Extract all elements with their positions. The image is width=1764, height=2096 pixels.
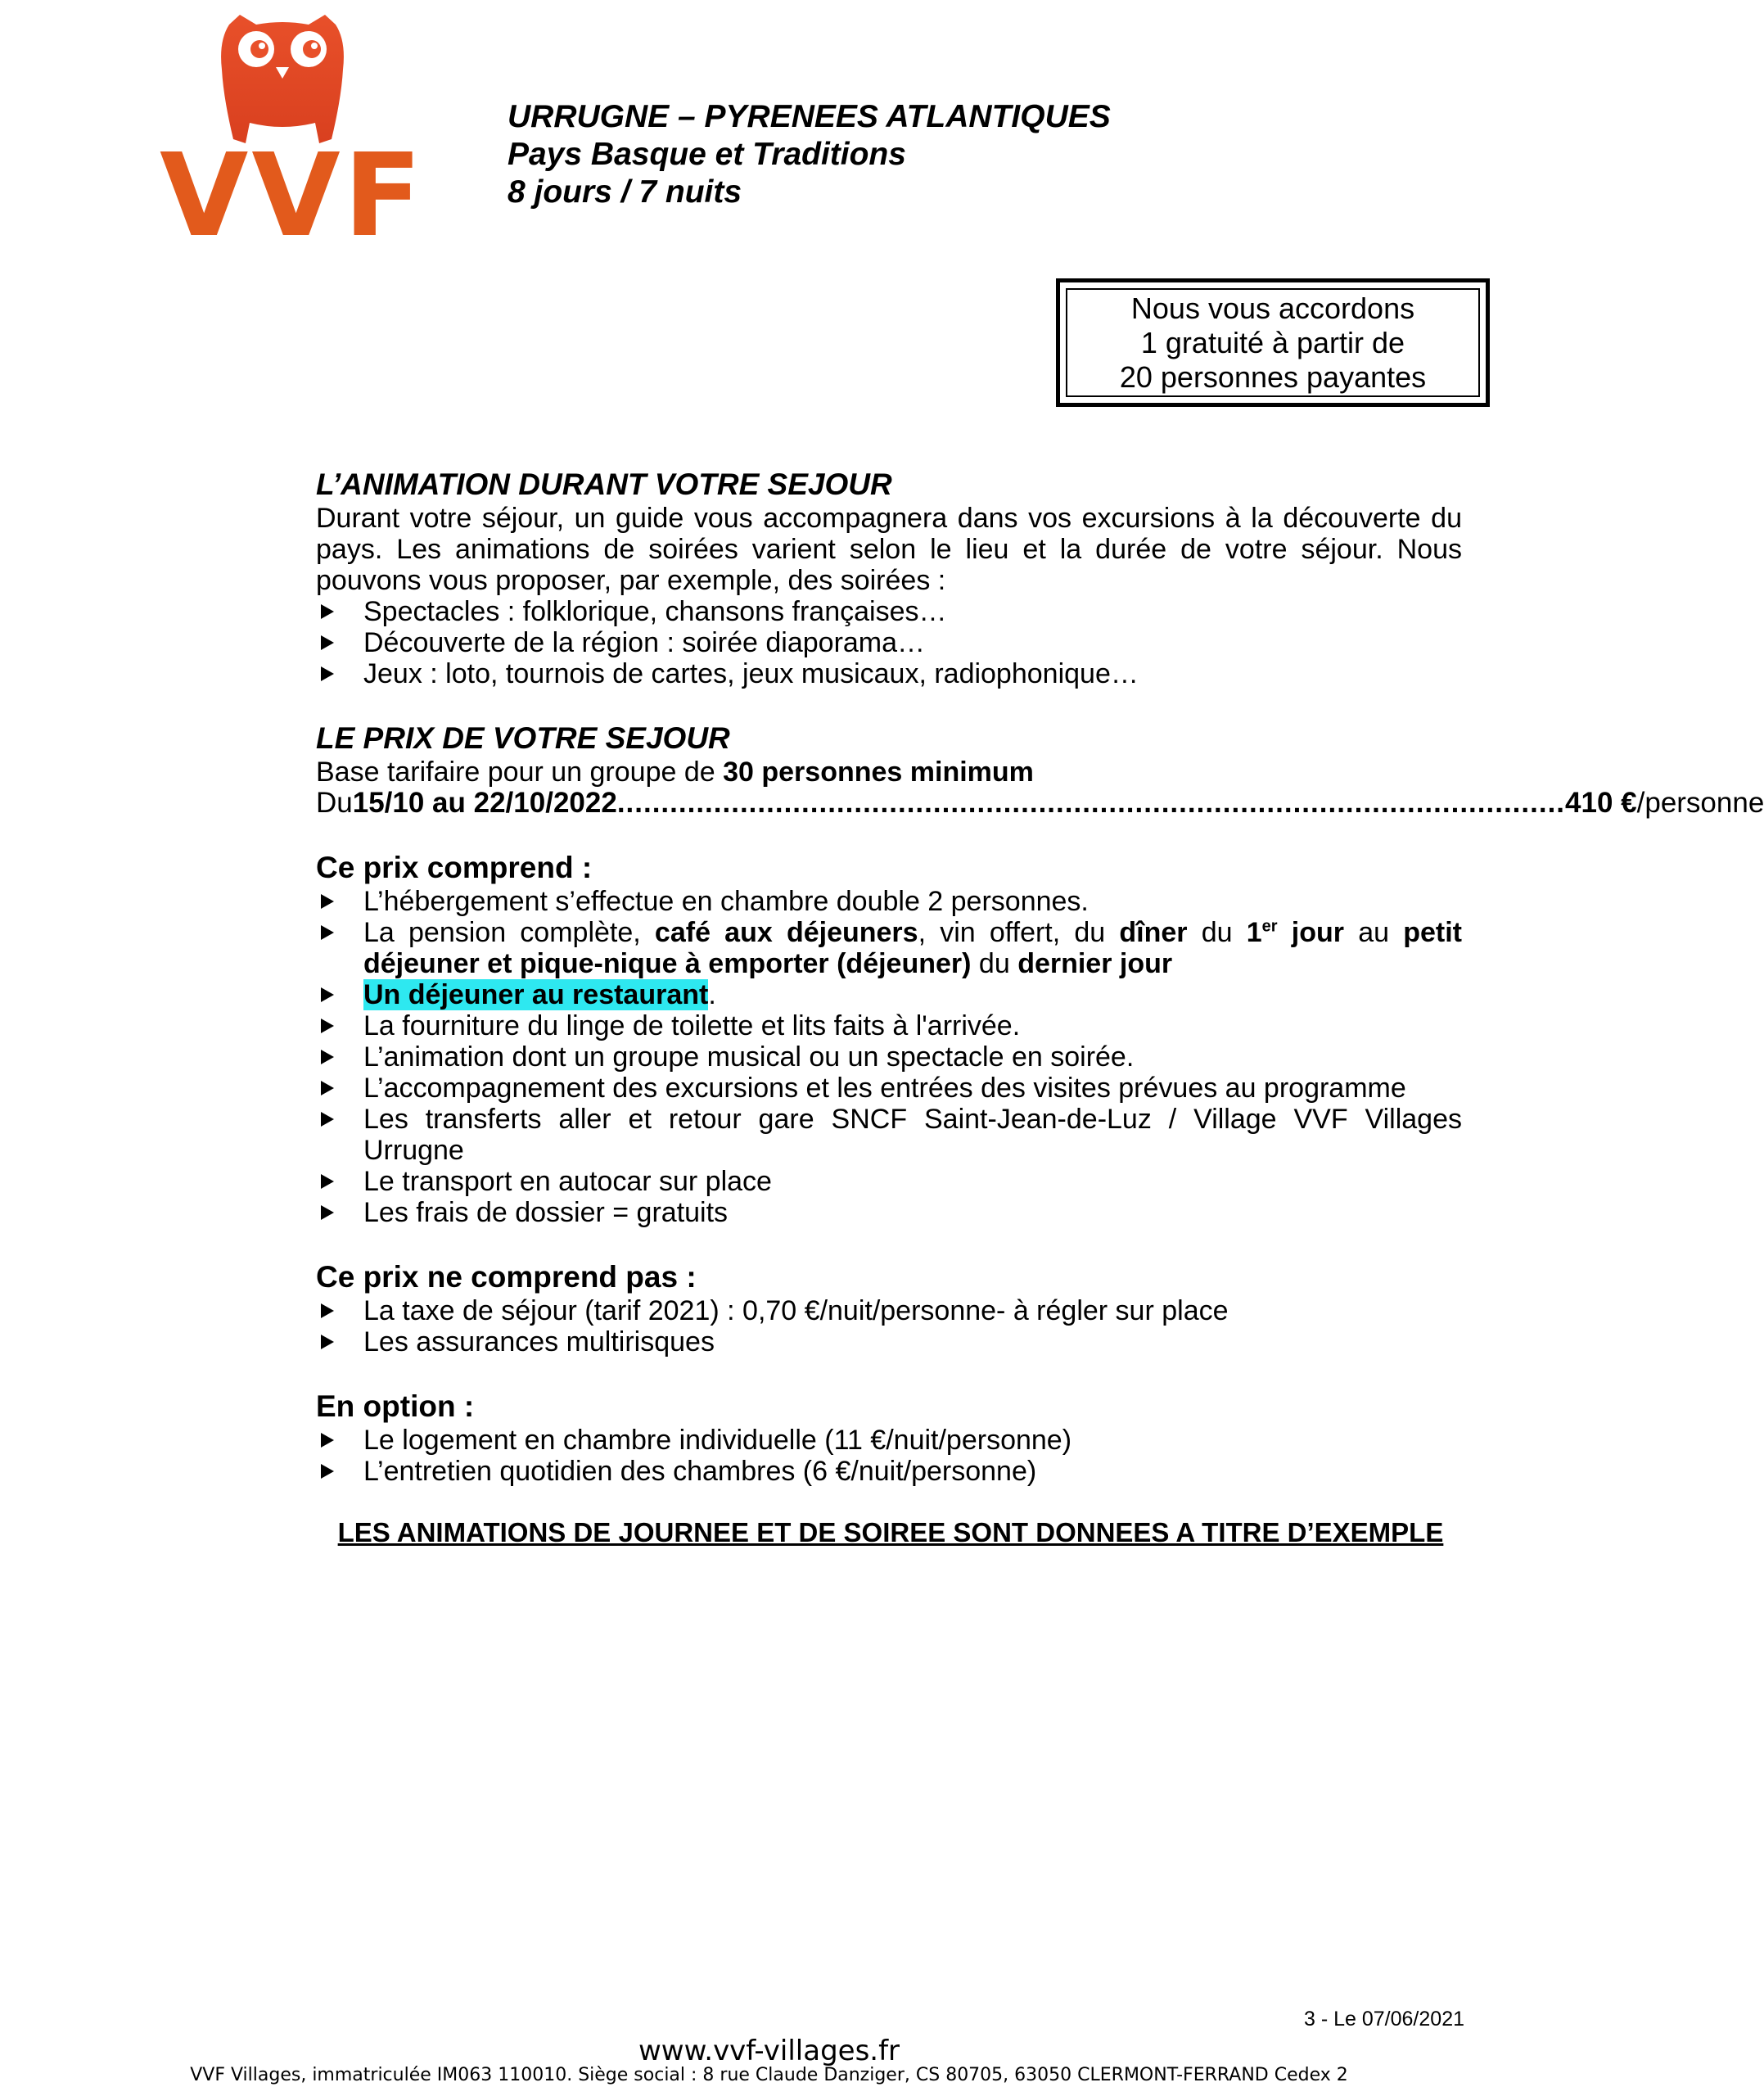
list-item: Spectacles : folklorique, chansons françaises… xyxy=(316,596,1462,627)
list-item: Un déjeuner au restaurant. xyxy=(316,979,1462,1010)
includes-list xyxy=(316,886,1462,1228)
list-item: L’entretien quotidien des chambres (6 €/nuit/personne) xyxy=(316,1456,1462,1487)
vvf-logo xyxy=(160,8,426,263)
document-header xyxy=(508,98,1111,211)
triangle-bullet-icon xyxy=(321,1205,334,1220)
owl-logo-icon xyxy=(160,8,405,147)
list-item: Les transferts aller et retour gare SNCF Saint-Jean-de-Luz / Village VVF Villages Urrugne xyxy=(316,1104,1462,1166)
main-content xyxy=(316,467,1764,1487)
website-link[interactable]: www.vvf-villages.fr xyxy=(638,2035,900,2067)
triangle-bullet-icon xyxy=(321,1174,334,1189)
logo-text: VVF xyxy=(160,129,426,263)
list-item: Le transport en autocar sur place xyxy=(316,1166,1462,1197)
triangle-bullet-icon xyxy=(321,1303,334,1318)
list-item: Les frais de dossier = gratuits xyxy=(316,1197,1462,1228)
list-item: L’accompagnement des excursions et les entrées des visites prévues au programme xyxy=(316,1073,1462,1104)
offer-line-2: 1 gratuité à partir de xyxy=(1140,325,1405,359)
triangle-bullet-icon xyxy=(321,894,334,909)
animation-list xyxy=(316,596,1462,689)
animations-disclaimer: LES ANIMATIONS DE JOURNEE ET DE SOIREE SONT DONNEES A TITRE D’EXEMPLE xyxy=(337,1517,1444,1547)
excludes-title: Ce prix ne comprend pas : xyxy=(316,1260,697,1294)
trip-duration: 8 jours / 7 nuits xyxy=(508,174,742,210)
price-period: 15/10 au 22/10/2022 xyxy=(352,787,617,819)
list-item: L’hébergement s’effectue en chambre double 2 personnes. xyxy=(316,886,1462,917)
animation-section-title: L’ANIMATION DURANT VOTRE SEJOUR xyxy=(316,468,892,501)
triangle-bullet-icon xyxy=(321,987,334,1002)
triangle-bullet-icon xyxy=(321,1019,334,1033)
options-title: En option : xyxy=(316,1389,475,1423)
legal-footer: VVF Villages, immatriculée IM063 110010. Siège social : 8 rue Claude Danziger, CS 80705, 63050 CLERMONT-FERRAND Cedex 2 xyxy=(190,2065,1348,2085)
triangle-bullet-icon xyxy=(321,1112,334,1127)
triangle-bullet-icon xyxy=(321,635,334,650)
triangle-bullet-icon xyxy=(321,1433,334,1448)
free-place-offer-box xyxy=(1056,278,1490,407)
list-item: Le logement en chambre individuelle (11 €/nuit/personne) xyxy=(316,1425,1462,1456)
triangle-bullet-icon xyxy=(321,666,334,681)
triangle-bullet-icon xyxy=(321,604,334,619)
list-item: L’animation dont un groupe musical ou un spectacle en soirée. xyxy=(316,1041,1462,1073)
triangle-bullet-icon xyxy=(321,1335,334,1349)
price-section-title: LE PRIX DE VOTRE SEJOUR xyxy=(316,721,730,755)
list-item: La fourniture du linge de toilette et lits faits à l'arrivée. xyxy=(316,1010,1462,1041)
offer-line-3: 20 personnes payantes xyxy=(1119,359,1427,394)
price-amount: 410 € xyxy=(1565,787,1637,819)
triangle-bullet-icon xyxy=(321,1464,334,1479)
excludes-list xyxy=(316,1295,1462,1357)
includes-title: Ce prix comprend : xyxy=(316,851,593,884)
price-leader-dots: ............................................................................................................ xyxy=(616,787,1566,819)
list-item: Découverte de la région : soirée diaporama… xyxy=(316,627,1462,658)
triangle-bullet-icon xyxy=(321,925,334,940)
list-item: Les assurances multirisques xyxy=(316,1326,1462,1357)
trip-theme: Pays Basque et Traditions xyxy=(508,137,906,172)
list-item: La taxe de séjour (tarif 2021) : 0,70 €/nuit/personne- à régler sur place xyxy=(316,1295,1462,1326)
list-item: Jeux : loto, tournois de cartes, jeux musicaux, radiophonique… xyxy=(316,658,1462,689)
price-base: Base tarifaire pour un groupe de 30 personnes minimum xyxy=(316,757,1034,788)
offer-line-1: Nous vous accordons xyxy=(1130,291,1415,325)
options-list xyxy=(316,1425,1462,1487)
page-number-date: 3 - Le 07/06/2021 xyxy=(1304,2008,1464,2030)
triangle-bullet-icon xyxy=(321,1050,334,1064)
price-unit: /personne xyxy=(1636,787,1764,819)
animation-paragraph: Durant votre séjour, un guide vous accompagnera dans vos excursions à la découverte du pays. Les animations de soirées varient selon le lieu et la durée de votre séjour. Nous pouvons vous proposer, par exemple, des soirées : xyxy=(316,503,1462,596)
list-item: La pension complète, café aux déjeuners, vin offert, du dîner du 1er jour au petit déjeuner et pique-nique à emporter (déjeuner) du dernier jour xyxy=(316,917,1462,979)
triangle-bullet-icon xyxy=(321,1081,334,1095)
highlighted-restaurant-lunch: Un déjeuner au restaurant xyxy=(363,979,709,1010)
price-period-line: Du 15/10 au 22/10/2022 ............................................................................................................ 410 € /personne xyxy=(316,787,1764,819)
destination-title: URRUGNE – PYRENEES ATLANTIQUES xyxy=(508,99,1111,134)
